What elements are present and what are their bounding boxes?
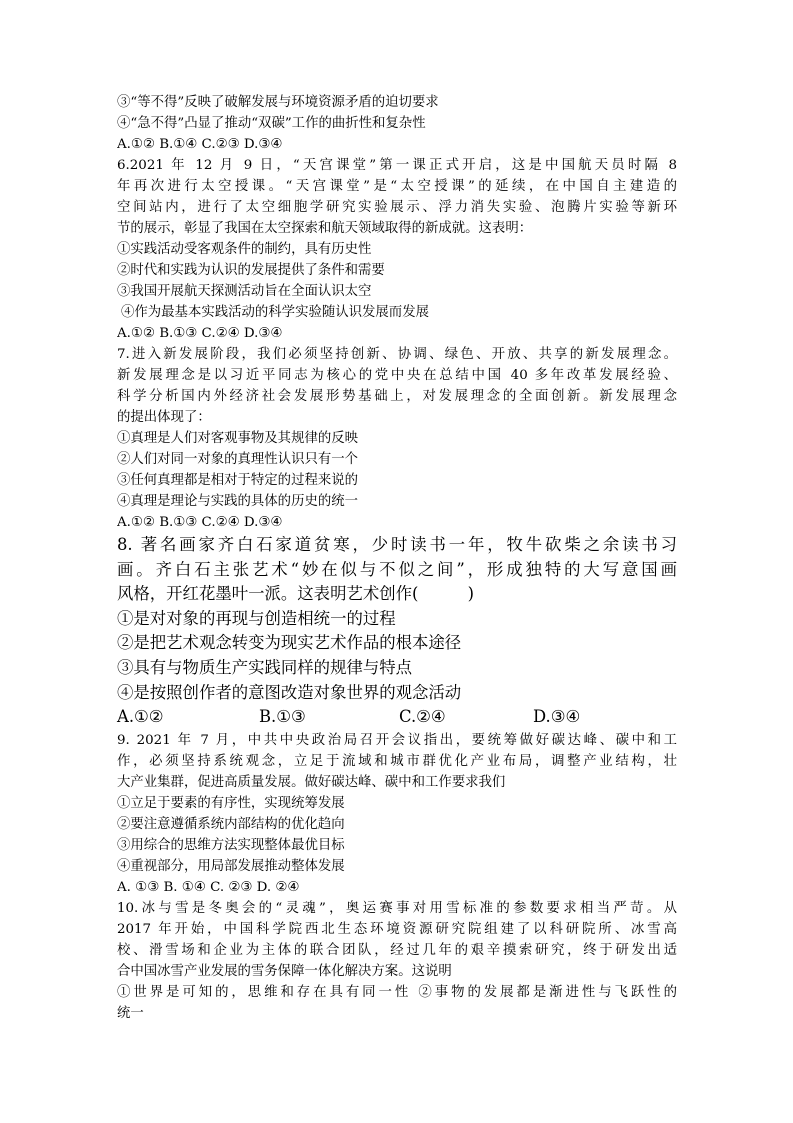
q8-stem-line-3: 风格，开红花墨叶一派。这表明艺术创作( ): [117, 584, 474, 604]
q6-statement-1: ①实践活动受客观条件的制约，具有历史性: [117, 242, 372, 257]
q6-stem-line-2: 年再次进行太空授课。“天宫课堂”是“太空授课”的延续，在中国自主建造的: [117, 179, 677, 194]
q6-statement-4: ④作为最基本实践活动的科学实验随认识发展而发展: [121, 305, 429, 320]
q8-statement-2: ②是把艺术观念转变为现实艺术作品的根本途径: [117, 633, 462, 653]
q8-stem-line-2: 画。齐白石主张艺术“妙在似与不似之间”，形成独特的大写意国画: [117, 559, 677, 579]
q8-stem-line-1: 8. 著名画家齐白石家道贫寒，少时读书一年，牧牛砍柴之余读书习: [117, 535, 677, 554]
q9-statement-3: ③用综合的思维方法实现整体最优目标: [117, 837, 345, 853]
q7-statement-3: ③任何真理都是相对于特定的过程来说的: [117, 473, 359, 488]
q10-statements-continuation: 统一: [117, 1005, 144, 1021]
q6-statement-2: ②时代和实践为认识的发展提供了条件和需要: [117, 263, 385, 278]
q8-option-a: A.①②: [117, 707, 164, 727]
q6-stem-line-3: 空间站内，进行了太空细胞学研究实验展示、浮力消失实验、泡腾片实验等新环: [117, 200, 677, 215]
q8-option-c: C.②④: [399, 707, 446, 727]
q9-stem-line-3: 大产业集群，促进高质量发展。做好碳达峰、碳中和工作要求我们: [117, 774, 506, 790]
q7-stem-line-2: 新发展理念是以习近平同志为核心的党中央在总结中国 40 多年改革发展经验、: [117, 368, 677, 383]
q7-statement-2: ②人们对同一对象的真理性认识只有一个: [117, 452, 359, 467]
q8-options: [117, 705, 677, 730]
q9-statement-2: ②要注意遵循系统内部结构的优化趋向: [117, 816, 345, 832]
q10-stem-line-2: 2017 年开始，中国科学院西北生态环境资源研究院组建了以科研院所、冰雪高: [117, 921, 677, 937]
q8-statement-3: ③具有与物质生产实践同样的规律与特点: [117, 657, 413, 677]
q10-stem-line-4: 合中国冰雪产业发展的雪务保障一体化解决方案。这说明: [117, 963, 452, 979]
q6-statement-3: ③我国开展航天探测活动旨在全面认识太空: [117, 284, 372, 299]
q7-options: A.①② B.①③ C.②④ D.③④: [117, 515, 283, 530]
q9-stem-line-2: 作，必须坚持系统观念，立足于流域和城市群优化产业布局，调整产业结构，壮: [117, 753, 677, 769]
q9-stem-line-1: 9. 2021 年 7 月，中共中央政治局召开会议指出，要统筹做好碳达峰、碳中和工: [117, 732, 677, 748]
q7-stem-line-3: 科学分析国内外经济社会发展形势基础上，对发展理念的全面创新。新发展理念: [117, 389, 677, 404]
q7-statement-4: ④真理是理论与实践的具体的历史的统一: [117, 494, 359, 509]
q7-stem-line-1: 7.进入新发展阶段，我们必须坚持创新、协调、绿色、开放、共享的新发展理念。: [117, 347, 677, 362]
q6-stem-line-4: 节的展示，彰显了我国在太空探索和航天领域取得的新成就。这表明：: [117, 221, 533, 236]
q8-option-b: B.①③: [259, 707, 306, 727]
q8-statement-4: ④是按照创作者的意图改造对象世界的观念活动: [117, 682, 462, 702]
q10-stem-line-1: 10.冰与雪是冬奥会的“灵魂”，奥运赛事对用雪标准的参数要求相当严苛。从: [117, 900, 677, 916]
q10-statements-1-2: ①世界是可知的，思维和存在具有同一性 ②事物的发展都是渐进性与飞跃性的: [117, 984, 677, 1000]
q9-options: A. ①③ B. ①④ C. ②③ D. ②④: [117, 879, 300, 895]
q9-statement-1: ①立足于要素的有序性，实现统筹发展: [117, 795, 345, 811]
q5-statement-3: ③“等不得”反映了破解发展与环境资源矛盾的迫切要求: [117, 95, 439, 110]
exam-page: [117, 92, 677, 1024]
q10-stem-line-3: 校、滑雪场和企业为主体的联合团队，经过几年的艰辛摸索研究，终于研发出适: [117, 942, 677, 958]
q6-stem-line-1: 6.2021 年 12 月 9 日，“天宫课堂”第一课正式开启，这是中国航天员时隔 8: [117, 158, 677, 173]
q7-stem-line-4: 的提出体现了：: [117, 410, 211, 425]
q5-options: A.①② B.①④ C.②③ D.③④: [117, 137, 283, 152]
q5-statement-4: ④“急不得”凸显了推动“双碳”工作的曲折性和复杂性: [117, 116, 426, 131]
q9-statement-4: ④重视部分，用局部发展推动整体发展: [117, 858, 345, 874]
q7-statement-1: ①真理是人们对客观事物及其规律的反映: [117, 431, 359, 446]
q8-statement-1: ①是对对象的再现与创造相统一的过程: [117, 608, 396, 628]
q6-options: A.①② B.①③ C.②④ D.③④: [117, 326, 283, 341]
q8-option-d: D.③④: [533, 707, 581, 727]
